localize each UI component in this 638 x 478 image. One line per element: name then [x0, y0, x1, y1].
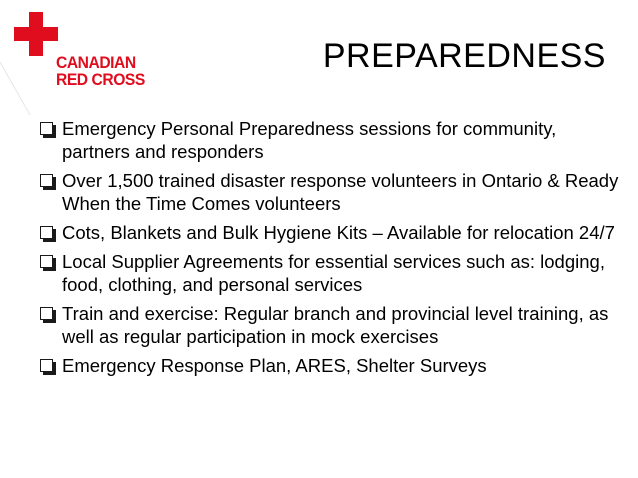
bullet-item — [40, 354, 620, 377]
logo-text-canadian: CANADIAN — [56, 53, 136, 72]
bullet-item — [40, 250, 620, 296]
checkbox-square-icon — [40, 174, 53, 187]
bullet-text: Emergency Personal Preparedness sessions for community, partners and responders — [62, 118, 557, 162]
bullet-item — [40, 169, 620, 215]
bullet-text: Train and exercise: Regular branch and provincial level training, as well as regular participation in mock exercises — [62, 303, 609, 347]
checkbox-square-icon — [40, 226, 53, 239]
bullet-text: Cots, Blankets and Bulk Hygiene Kits – Available for relocation 24/7 — [62, 222, 615, 243]
logo-text-red-cross: RED CROSS — [56, 70, 145, 89]
bullet-text: Emergency Response Plan, ARES, Shelter Surveys — [62, 355, 487, 376]
bullet-list — [40, 117, 620, 383]
checkbox-square-icon — [40, 307, 53, 320]
canadian-red-cross-logo — [14, 12, 154, 92]
bullet-item — [40, 117, 620, 163]
bullet-item — [40, 302, 620, 348]
slide-title: PREPAREDNESS — [322, 37, 606, 75]
bullet-text: Over 1,500 trained disaster response volunteers in Ontario & Ready When the Time Comes volunteers — [62, 170, 619, 214]
bullet-text: Local Supplier Agreements for essential services such as: lodging, food, clothing, and personal services — [62, 251, 605, 295]
red-cross-icon — [14, 12, 60, 58]
checkbox-square-icon — [40, 122, 53, 135]
checkbox-square-icon — [40, 359, 53, 372]
bullet-item — [40, 221, 620, 244]
checkbox-square-icon — [40, 255, 53, 268]
